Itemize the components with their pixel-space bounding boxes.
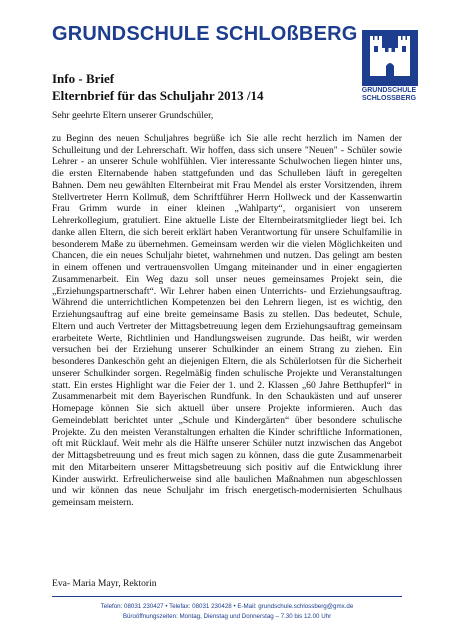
title-line-2: Elternbrief für das Schuljahr 2013 /14 bbox=[52, 88, 264, 103]
logo-text-line2: SCHLOSSBERG bbox=[361, 95, 417, 102]
letter-paragraph: zu Beginn des neuen Schuljahres begrüße ich Sie alle recht herzlich im Namen der Schulleitung und der Lehrerschaft. Wir hoffen, dass sich unsere "Neuen" - Schüler sowie Lehrer - an unserer Schule wohlfühlen. Vier interessante Schulwochen liegen hinter uns, die ersten Elternabende haben stattgefunden und das Schulleben läuft in geregelten Bahnen. Dem neu gewählten Elternbeirat mit Frau Mendel als erster Vorsitzenden, ihrem Stellvertreter Herrn Kollmuß, dem Schriftführer Herrn Hollweck und der Kassenwartin Frau Grimm wurde in einer kleinen „Wahlparty“, organisiert von unserem Lehrerkollegium, gratuliert. Eine aktuelle Liste der Elternbeiratsmitglieder liegt bei. Ich danke allen Eltern, die sich bereit erklärt haben Verantwortung für unsere Schulfamilie in besonderem Maße zu übernehmen. Gemeinsam werden wir die vielen Möglichkeiten und Chancen, die ein neues Schuljahr bietet, wahrnehmen und nutzen. Das gelingt am besten in einem offenen und vertrauensvollen Umgang miteinander und in einer engagierten Zusammenarbeit. Ein Weg dazu soll unser neues gemeinsames Projekt sein, die „Erziehungspartnerschaft“. Wir Lehrer haben einen Unterrichts- und Erziehungsauftrag. Während die unterrichtlichen Kompetenzen bei den Lehrern liegen, ist es wichtig, den Erziehungsauftrag auf eine breite gemeinsame Basis zu stellen. Das bedeutet, Schule, Eltern und auch Vertreter der Mittagsbetreuung legen dem Erziehungsauftrag gemeinsam erarbeitete Werte, Richtlinien und Handlungsweisen zugrunde. Das heißt, wir werden versuchen bei der Erziehung unserer Schulkinder an einem Strang zu ziehen. Ein besonderes Dankeschön geht an diejenigen Eltern, die als Schülerlotsen für die Sicherheit unserer Schulkinder sorgen. Regelmäßig finden schulische Projekte und Veranstaltungen statt. Ein erstes Highlight war die Feier der 1. und 2. Klassen „60 Jahre Betthupferl“ in Zusammenarbeit mit dem Bayerischen Rundfunk. In den Schaukästen und auf unserer Homepage können Sie sich aktuell über unsere Projekte informieren. Auch das Gemeindeblatt berichtet unter „Schule und Kindergärten“ über besondere schulische Projekte. Zu den meisten Veranstaltungen erhalten die Kinder schriftliche Informationen, oft mit Rücklauf. Weit mehr als die Hälfte unserer Schüler nutzt inzwischen das Angebot der Mittagsbetreuung und es freut mich sagen zu können, dass die gute Zusammenarbeit mit den Mitarbeitern unserer Mittagsbetreuung sich positiv auf die Entwicklung ihrer Kinder auswirkt. Erfreulicherweise sind alle baulichen Maßnahmen nun abgeschlossen und wir können das neue Schuljahr im frisch energetisch-modernisierten Schulhaus gemeinsam meistern. bbox=[52, 132, 402, 508]
castle-icon bbox=[362, 30, 418, 86]
salutation: Sehr geehrte Eltern unserer Grundschüler, bbox=[52, 110, 214, 121]
footer-contact: Telefon: 08031 230427 • Telefax: 08031 230428 • E-Mail: grundschule.schlossberg@gmx.de bbox=[100, 603, 354, 610]
logo-text-line1: GRUNDSCHULE bbox=[361, 87, 417, 94]
letter-body bbox=[52, 110, 402, 509]
footer-divider bbox=[52, 596, 402, 597]
footer bbox=[40, 602, 414, 622]
logo-wordmark bbox=[346, 87, 432, 103]
title-line-1: Info - Brief bbox=[52, 71, 115, 86]
document-title bbox=[52, 70, 264, 104]
school-name-heading: GRUNDSCHULE SCHLOßBERG bbox=[52, 23, 358, 45]
signature: Eva- Maria Mayr, Rektorin bbox=[52, 578, 157, 589]
footer-office-hours: Büroöffnungszeiten: Montag, Dienstag und Donnerstag – 7.30 bis 12.00 Uhr bbox=[122, 613, 332, 620]
